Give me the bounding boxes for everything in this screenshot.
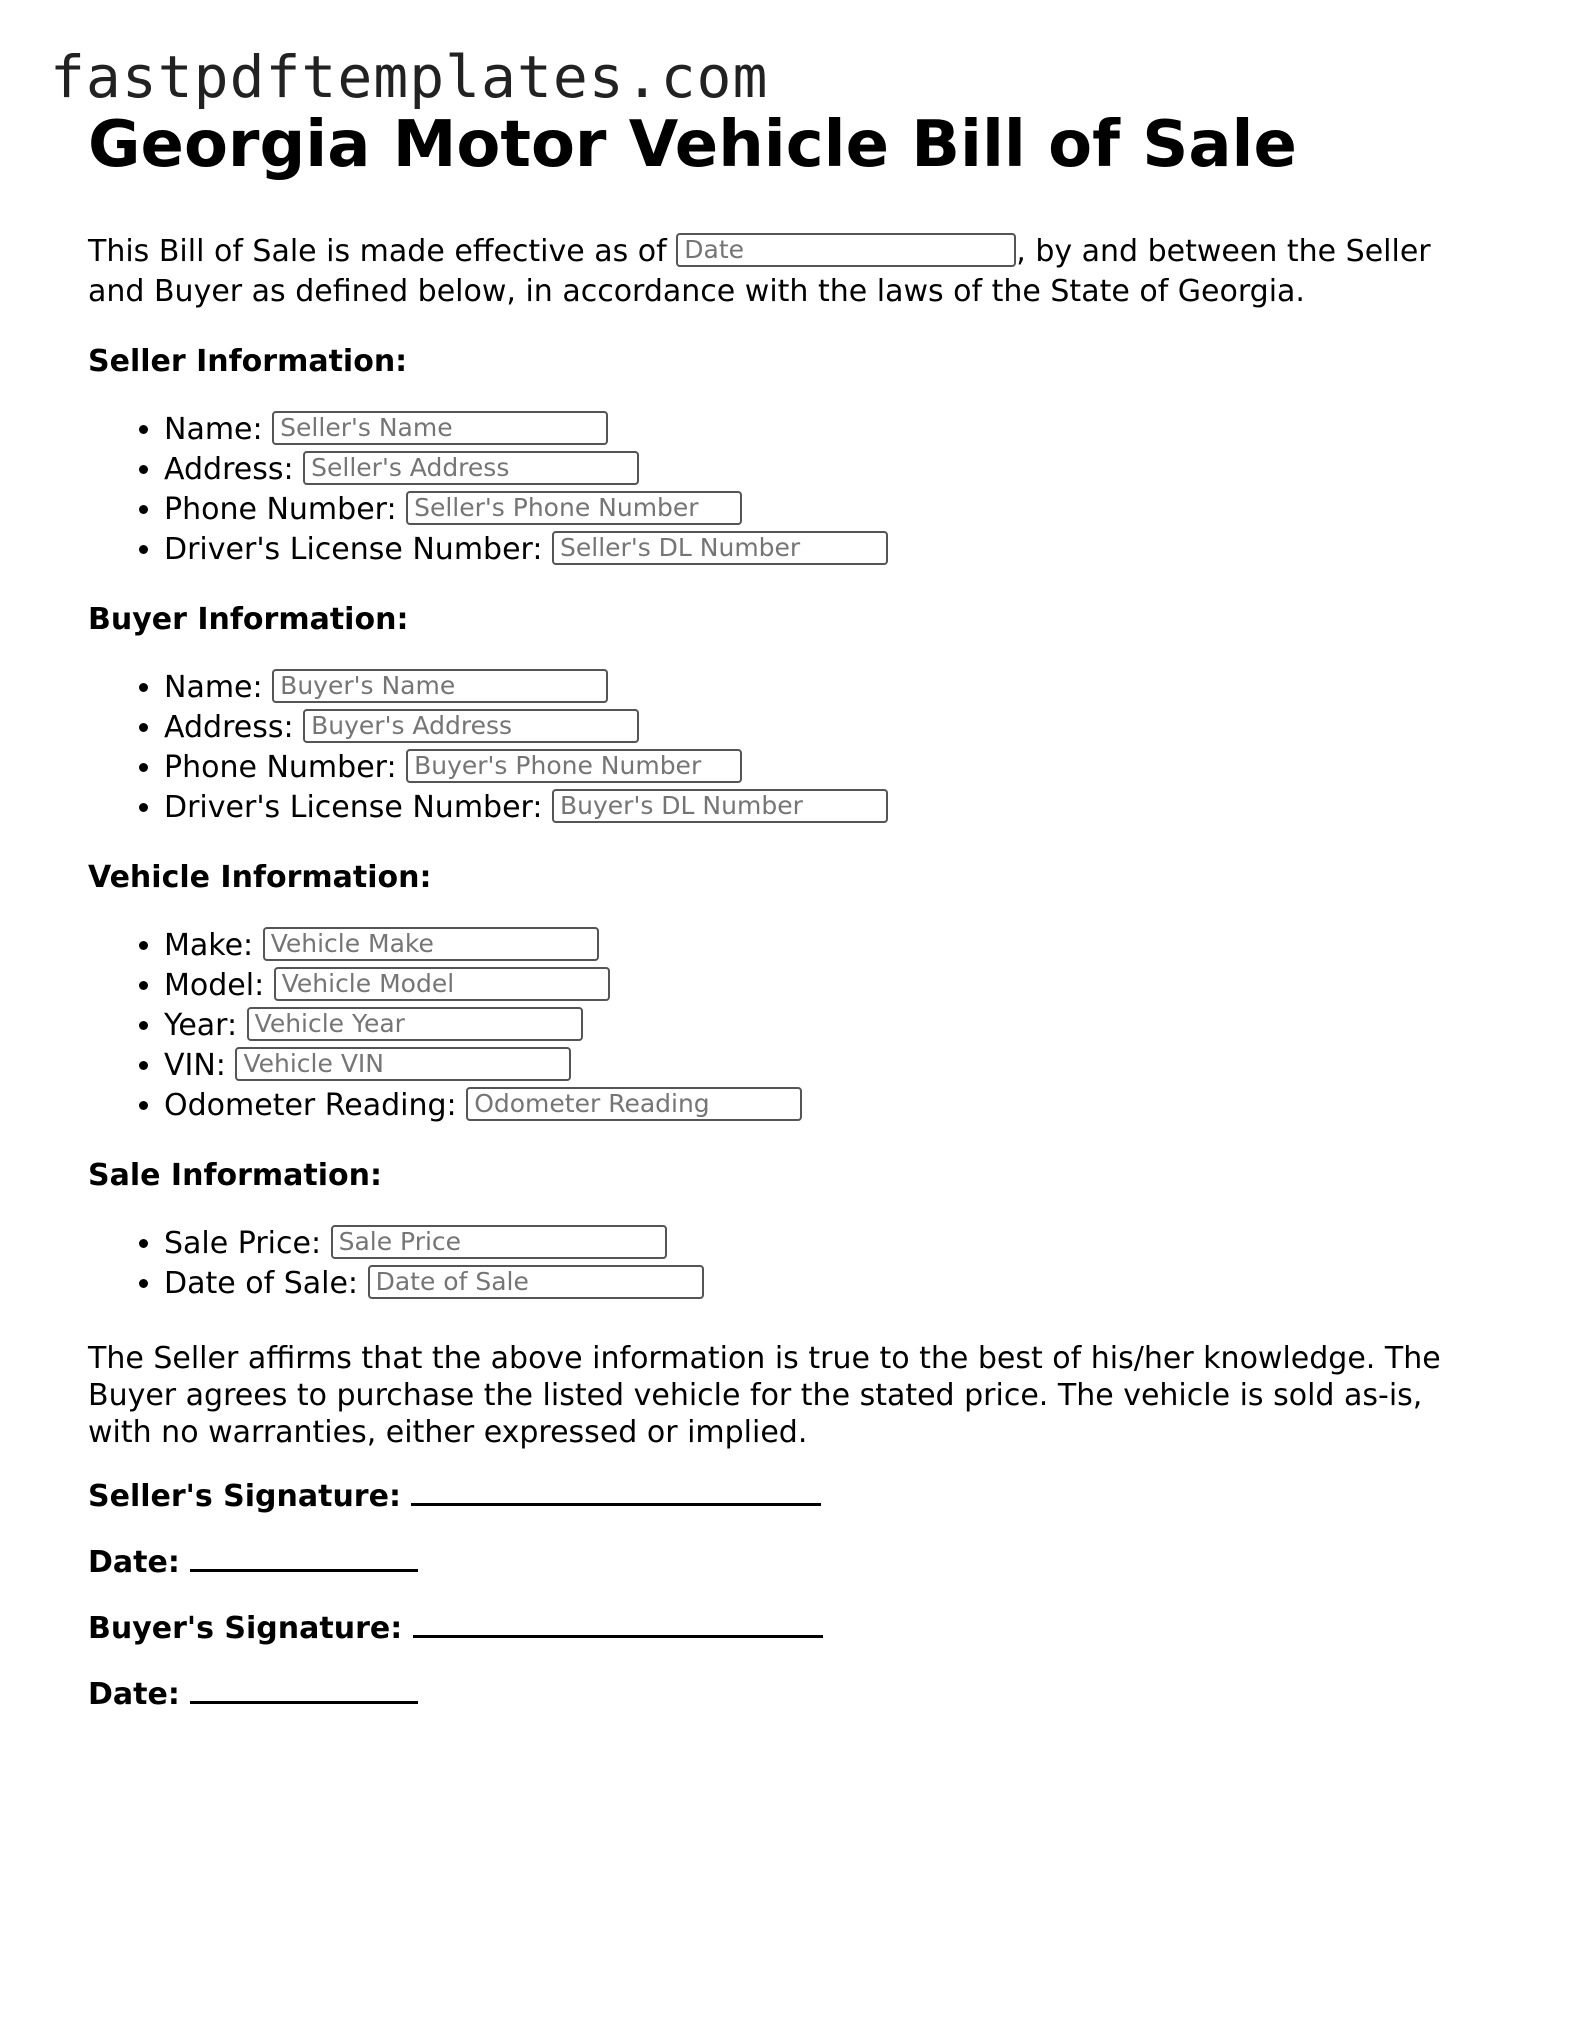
vehicle-year-label: Year: xyxy=(164,1008,238,1044)
seller-dl-field[interactable] xyxy=(552,531,888,565)
buyer-signature-label: Buyer's Signature: xyxy=(88,1611,403,1647)
buyer-section-heading: Buyer Information: xyxy=(88,602,409,638)
list-item xyxy=(164,966,1488,1006)
list-item xyxy=(164,788,1488,828)
list-item xyxy=(164,530,1488,570)
buyer-dl-label: Driver's License Number: xyxy=(164,790,543,826)
seller-address-field[interactable] xyxy=(303,451,639,485)
watermark: fastpdftemplates.com xyxy=(50,43,769,111)
sale-section-heading: Sale Information: xyxy=(88,1158,382,1194)
buyer-phone-label: Phone Number: xyxy=(164,750,397,786)
buyer-signature-line[interactable] xyxy=(413,1609,823,1638)
seller-section-heading: Seller Information: xyxy=(88,344,408,380)
seller-signature-row xyxy=(88,1477,1488,1517)
seller-phone-label: Phone Number: xyxy=(164,492,397,528)
buyer-dl-field[interactable] xyxy=(552,789,888,823)
seller-date-label: Date: xyxy=(88,1545,180,1581)
bill-of-sale-form xyxy=(88,110,1488,1715)
list-item xyxy=(164,748,1488,788)
vehicle-section-heading: Vehicle Information: xyxy=(88,860,432,896)
buyer-date-row xyxy=(88,1675,1488,1715)
vehicle-year-field[interactable] xyxy=(247,1007,583,1041)
vehicle-field-list xyxy=(88,926,1488,1126)
effective-date-field[interactable] xyxy=(676,233,1016,267)
list-item xyxy=(164,490,1488,530)
list-item xyxy=(164,1046,1488,1086)
seller-name-field[interactable] xyxy=(272,411,608,445)
buyer-date-line[interactable] xyxy=(190,1675,418,1704)
vehicle-make-field[interactable] xyxy=(263,927,599,961)
buyer-date-label: Date: xyxy=(88,1677,180,1713)
sale-field-list xyxy=(88,1224,1488,1304)
seller-address-label: Address: xyxy=(164,452,294,488)
list-item xyxy=(164,410,1488,450)
sale-date-field[interactable] xyxy=(368,1265,704,1299)
list-item xyxy=(164,1006,1488,1046)
vehicle-vin-label: VIN: xyxy=(164,1048,226,1084)
page-title: Georgia Motor Vehicle Bill of Sale xyxy=(88,108,1297,182)
intro-text-after: , by and between the Seller and Buyer as defined below, in accordance with the laws of the State of Georgia. xyxy=(88,234,1431,310)
buyer-address-field[interactable] xyxy=(303,709,639,743)
vehicle-model-field[interactable] xyxy=(274,967,610,1001)
odometer-field[interactable] xyxy=(466,1087,802,1121)
buyer-address-label: Address: xyxy=(164,710,294,746)
buyer-field-list xyxy=(88,668,1488,828)
vehicle-vin-field[interactable] xyxy=(235,1047,571,1081)
buyer-name-field[interactable] xyxy=(272,669,608,703)
seller-phone-field[interactable] xyxy=(406,491,742,525)
odometer-label: Odometer Reading: xyxy=(164,1088,457,1124)
list-item xyxy=(164,926,1488,966)
seller-name-label: Name: xyxy=(164,412,263,448)
intro-paragraph xyxy=(88,232,1488,312)
list-item xyxy=(164,708,1488,748)
sale-price-label: Sale Price: xyxy=(164,1226,322,1262)
vehicle-make-label: Make: xyxy=(164,928,254,964)
seller-date-line[interactable] xyxy=(190,1543,418,1572)
buyer-name-label: Name: xyxy=(164,670,263,706)
buyer-signature-row xyxy=(88,1609,1488,1649)
sale-date-label: Date of Sale: xyxy=(164,1266,359,1302)
seller-field-list xyxy=(88,410,1488,570)
sale-price-field[interactable] xyxy=(331,1225,667,1259)
seller-date-row xyxy=(88,1543,1488,1583)
list-item xyxy=(164,1264,1488,1304)
seller-dl-label: Driver's License Number: xyxy=(164,532,543,568)
vehicle-model-label: Model: xyxy=(164,968,265,1004)
buyer-phone-field[interactable] xyxy=(406,749,742,783)
list-item xyxy=(164,450,1488,490)
list-item xyxy=(164,1224,1488,1264)
affirmation-paragraph: The Seller affirms that the above information is true to the best of his/her knowledge. The Buyer agrees to purchase the listed vehicle for the stated price. The vehicle is sold as-is, with no warranties, either expressed or implied. xyxy=(88,1341,1441,1451)
seller-signature-label: Seller's Signature: xyxy=(88,1479,401,1515)
intro-text-before: This Bill of Sale is made effective as of xyxy=(88,234,667,270)
list-item xyxy=(164,668,1488,708)
seller-signature-line[interactable] xyxy=(411,1477,821,1506)
list-item xyxy=(164,1086,1488,1126)
